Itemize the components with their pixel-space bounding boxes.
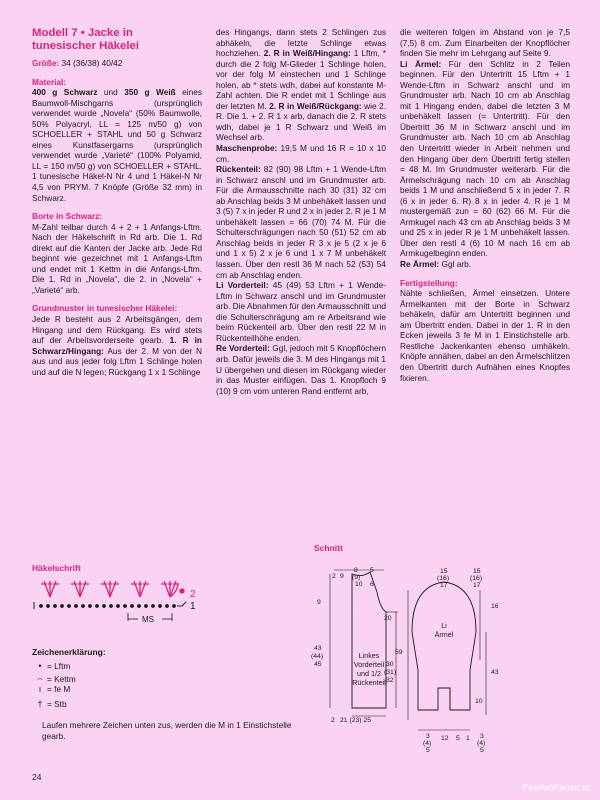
right-sleeve-label: Re Ärmel: bbox=[400, 259, 440, 270]
col2-text-2: 1 Lftm, * durch die 2 folg M-Glieder 1 Schlinge holen, vor der folg M einstechen und 1 Schlinge holen, ab * stets wdh, dabei auf konstante M-Zahl achten. Die R endet mit 1 Schlinge aus der letzten M. bbox=[216, 48, 387, 111]
pattern-text bbox=[32, 314, 202, 377]
slip-stitch-icon: ⌢ bbox=[37, 673, 43, 683]
dim-sleeve-bottom-5b: 5 bbox=[456, 735, 460, 742]
dim-sleeve-bottom-4b: (4) bbox=[477, 740, 486, 747]
dim-top-9b: (9) bbox=[352, 574, 361, 581]
sleeve-outline bbox=[412, 582, 476, 710]
sleeve-label-line: Li bbox=[441, 621, 447, 630]
dim-top-6: 6 bbox=[370, 581, 374, 588]
left-sleeve-text: Für den Schlitz in 2 Teilen beginnen. Für den Untertritt 15 Lftm + 1 Wende-Lftm in Schwarz anschl und im Grundmuster arb. Nach 10 cm ab Anschlag mit 1 Hingang enden, dabei die letzten 3 M unbehäkelt lassen (= Untertritt). Für den Übertritt 36 M in Schwarz anschl und im Grundmuster arb. Nach 10 cm ab Anschlag den Untertritt wieder in Arbeit nehmen und den Hingang über dem Übertritt fertig stellen = 48 M. Im Grundmuster weiterarb. Für die Ärmelschrägung nach 10 cm ab Anschlag beids 1 M und anschließend 5 x in jeder 7. R (6 x in jeder 6. R) 8 x in jeder 4. R je 1 M mustergemäß zun = 60 (62) 66 M. Für die Armkugel nach 43 cm ab Anschlag beids 3 M und 25 x in jeder R je 1 M unbehäkelt lassen. Über den restl 4 (6) 10 M nach 16 cm ab Armkugelbeginn enden. bbox=[400, 58, 570, 259]
chart-row-1 bbox=[34, 602, 186, 609]
stitch-group-2 bbox=[71, 581, 89, 597]
dim-sleeve-59: 59 bbox=[395, 649, 403, 656]
dim-left-45: 45 bbox=[314, 661, 322, 668]
material-heading: Material: bbox=[32, 76, 67, 87]
dim-sleeve-10: 10 bbox=[475, 698, 483, 705]
pattern-row1-text: Aus der 2. M von der N aus und aus jeder folg Lftm 1 Schlinge holen und auf die N legen; Rückgang 1 x 1 Schlinge bbox=[32, 345, 202, 377]
crochet-chart bbox=[30, 575, 220, 630]
legend-label: = Lftm bbox=[47, 661, 71, 671]
chain-stitch-icon: • bbox=[38, 661, 42, 671]
pattern-intro: Jede R besteht aus 2 Arbeitsgängen, dem Hingang und dem Rückgang. Es wird stets auf der Arbeitsvorderseite gearb. bbox=[32, 314, 202, 346]
dim-left-44: (44) bbox=[311, 653, 324, 660]
legend-item-chain bbox=[33, 661, 70, 671]
row2-forward-label: 2. R in Weiß/Hingang: bbox=[263, 48, 351, 59]
legend-item-dc bbox=[33, 699, 67, 709]
col2-paragraph-1 bbox=[216, 27, 386, 143]
body-piece-outline bbox=[352, 572, 386, 708]
dim-top-9: 9 bbox=[340, 573, 344, 580]
chain-dot bbox=[180, 589, 184, 593]
title-line-2: tunesischer Häkelei bbox=[32, 39, 139, 52]
dim-top-8: 8 bbox=[354, 567, 358, 574]
border-text: M-Zahl teilbar durch 4 + 2 + 1 Anfangs-Lftm. Nach der Häkelschrift in Rd arb. Die 1. Rd direkt auf die Kanten der Jacke arb. Jede Rd beginnt wie gezeichnet mit 1 Anfangs-Lftm und endet mit 1 Kettm in die Anfangs-Lftm. Die 1. Rd in „Novela“, die 2. in „Novela“ + „Varieté“ arb. bbox=[32, 221, 202, 295]
right-front-text: Ggl, jedoch mit 5 Knopflöchern arb. Dafür jeweils die 3. M des Hingangs mit 1 U übergehen und diesen im Rückgang wieder in das Muster einfügen. Das 1. Knopfloch 9 (10) 9 cm vom unteren Rand entfernt arb, bbox=[216, 343, 386, 396]
dim-top-5: 5 bbox=[370, 567, 374, 574]
right-sleeve-text: Ggl arb. bbox=[439, 259, 472, 270]
stitch-group-3 bbox=[101, 581, 119, 597]
back-paragraph bbox=[216, 164, 386, 280]
right-sleeve-paragraph bbox=[400, 259, 570, 270]
left-front-label: Li Vorderteil: bbox=[216, 280, 269, 291]
dim-sleeve-bottom-4: (4) bbox=[423, 740, 432, 747]
column-3 bbox=[400, 27, 570, 383]
dim-left-9: 9 bbox=[317, 599, 321, 606]
dim-bottom-21: 21 (23) 25 bbox=[340, 717, 371, 724]
page-title bbox=[32, 27, 202, 52]
finishing-heading: Fertigstellung: bbox=[400, 277, 458, 288]
double-crochet-icon: † bbox=[37, 699, 43, 709]
left-sleeve-label: Li Ärmel: bbox=[400, 58, 442, 69]
title-line-1: Modell 7 • Jacke in bbox=[32, 27, 133, 39]
back-label: Rückenteil: bbox=[216, 164, 261, 175]
schnitt-title: Schnitt bbox=[314, 543, 343, 553]
dim-sleeve-bottom-5c: 5 bbox=[480, 747, 484, 754]
legend-item-slip bbox=[33, 673, 76, 684]
single-crochet-icon: ı bbox=[38, 684, 42, 694]
material-and: und bbox=[97, 87, 125, 98]
sleeve-label bbox=[435, 621, 454, 639]
ms-label: MS bbox=[142, 615, 154, 624]
row-1-label: 1 bbox=[190, 601, 196, 612]
watermark: PassionForum.ru bbox=[522, 782, 590, 792]
dim-bottom-2: 2 bbox=[331, 717, 335, 724]
dim-right-32: 32 bbox=[386, 677, 394, 684]
stitch-group-4 bbox=[131, 581, 149, 597]
right-front-paragraph bbox=[216, 343, 386, 396]
dim-top-2: 2 bbox=[332, 573, 336, 580]
left-sleeve-paragraph bbox=[400, 59, 570, 259]
body-label-line: Linkes bbox=[358, 651, 380, 660]
size-label: Größe: bbox=[32, 58, 60, 68]
row2-return-label: 2. R in Weiß/Rückgang: bbox=[269, 100, 362, 111]
dim-sleeve-17a: 17 bbox=[440, 582, 448, 589]
gauge-paragraph bbox=[216, 143, 386, 164]
material-white: 350 g Weiß bbox=[124, 87, 176, 98]
sleeve-label-line: Ärmel bbox=[434, 630, 454, 639]
left-front-text: 45 (49) 53 Lftm + 1 Wende-Lftm in Schwarz anschl und im Grundmuster arb. Die Abnahmen für den Armausschnitt und die Schulterschrägung am re Arbeitsrand wie beim Rückenteil arb. Über den restl 22 M in Rückenteilhöhe enden. bbox=[216, 280, 386, 343]
dimension-lines bbox=[330, 570, 486, 730]
dim-sleeve-bottom-1: 1 bbox=[466, 735, 470, 742]
dim-sleeve-16a: (16) bbox=[437, 575, 450, 582]
legend-label: = fe M bbox=[47, 684, 71, 694]
size-value: 34 (36/38) 40/42 bbox=[59, 58, 123, 68]
dim-sleeve-15b: 15 bbox=[473, 568, 481, 575]
legend-note: Laufen mehrere Zeichen unten zus, werden die M in 1 Einstichstelle gearb. bbox=[42, 720, 292, 741]
gauge-label: Maschenprobe: bbox=[216, 143, 278, 154]
col3-paragraph-1: die weiteren folgen im Abstand von je 7,5 (7,5) 8 cm. Zum Einarbeiten der Knopflöcher finden Sie mehr im Lehrgang auf Seite 9. bbox=[400, 27, 570, 59]
body-label-line: und 1/2 bbox=[357, 669, 381, 678]
pattern-heading: Grundmuster in tunesischer Häkelei: bbox=[32, 303, 178, 314]
dim-sleeve-16b: (16) bbox=[470, 575, 483, 582]
right-front-label: Re Vorderteil: bbox=[216, 343, 270, 354]
dim-sleeve-15a: 15 bbox=[440, 568, 448, 575]
back-text: 82 (90) 98 Lftm + 1 Wende-Lftm in Schwarz anschl und im Grundmuster arb. Für die Armausschnitte nach 30 (31) 32 cm ab Anschlag beids 3 M unbehäkelt lassen und 3 (5) 7 x in jeder R und 2 x in jeder 2. R je 1 M unbehäkelt lassen = 66 (70) 74 M. Für die Schulterschrägungen nach 50 (51) 52 cm ab Anschlag beids in jeder R 3 x je 5 (2 x je 6 und 1 x 5) 2 x je 6 und 1 x 7 M unbehäkelt lassen. Über den restl 36 M nach 52 (53) 54 cm ab Anschlag enden. bbox=[216, 164, 386, 280]
dim-sleeve-bottom-12: 12 bbox=[441, 735, 449, 742]
body-piece-label bbox=[352, 651, 386, 687]
column-2 bbox=[216, 27, 386, 396]
left-front-paragraph bbox=[216, 280, 386, 343]
material-black: 400 g Schwarz bbox=[32, 87, 98, 98]
legend-item-sc bbox=[33, 684, 70, 694]
pattern-row1-label: 1. R in Schwarz/Hingang: bbox=[32, 335, 202, 356]
dim-top-10: 10 bbox=[355, 581, 363, 588]
dim-right-30: 30 bbox=[386, 661, 394, 668]
chart-row-2 bbox=[41, 581, 184, 597]
column-1 bbox=[32, 27, 202, 377]
material-description: eines Baumwoll-Mischgarns (ursprünglich verwendet wurde „Novela“ (50% Baumwolle, 50% Polyacryl, LL = 125 m/50 g) von SCHOELLER + STAHL und 50 g Schwarz eines Kunstfasergarns (ursprünglich verwendet wurde „Varieté“ (100% Polyamid, LL = 150 m/50 g) von SCHOELLER + STAHL. 1 tunesische Häkel-N Nr 4 und 1 Häkel-N Nr 4,5 von PRYM. 7 Knöpfe (Größe 32 mm) in Schwarz. bbox=[32, 87, 202, 203]
col2-text-1: des Hingangs, dann stets 2 Schlingen zus abhäkeln, die letzte Schlinge etwas hochziehen. bbox=[216, 27, 386, 59]
dim-right-31: (31) bbox=[384, 669, 397, 676]
body-label-line: Vorderteil bbox=[353, 660, 385, 669]
legend-title: Zeichenerklärung: bbox=[32, 647, 106, 657]
size-paragraph bbox=[32, 58, 202, 69]
dim-left-43: 43 bbox=[314, 645, 322, 652]
dim-sleeve-16: 16 bbox=[491, 603, 499, 610]
page-number: 24 bbox=[32, 772, 42, 782]
schnitt-diagram bbox=[300, 560, 570, 760]
dim-sleeve-17b: 17 bbox=[473, 582, 481, 589]
chart-title: Häkelschrift bbox=[32, 563, 81, 573]
material-text bbox=[32, 87, 202, 203]
dim-sleeve-bottom-5: 5 bbox=[426, 747, 430, 754]
dim-sleeve-43: 43 bbox=[491, 669, 499, 676]
body-label-line: Rückenteil bbox=[352, 678, 386, 687]
col2-text-3: wie 2. R. Die 1. + 2. R 1 x arb, danach die 2. R stets wdh, dabei je 1 R Schwarz und Weiß im Wechsel arb. bbox=[216, 100, 386, 143]
row-2-label: 2 bbox=[190, 589, 196, 600]
legend-label: = Stb bbox=[47, 699, 67, 709]
border-heading: Borte in Schwarz: bbox=[32, 211, 103, 222]
stitch-group-1 bbox=[41, 581, 59, 597]
dim-sleeve-bottom-3b: 3 bbox=[480, 733, 484, 740]
legend-label: = Kettm bbox=[47, 673, 76, 684]
dim-sleeve-bottom-3: 3 bbox=[426, 733, 430, 740]
dim-right-20: 20 bbox=[384, 615, 392, 622]
finishing-text: Nähte schließen, Ärmel einsetzen. Untere Ärmelkanten mit der Borte in Schwarz behäkeln, dafür am Untertritt beginnen und am Übertritt enden. Dabei in der 1. R in den Ecken jeweils 3 fe M in 1 Einstichstelle arb. Restliche Jackenkanten ebenso umhäkeln. Knöpfe annähen, dabei an den Ärmelschlitzen den Übertritt durch Aufnähen eines Knopfes fixieren. bbox=[400, 288, 570, 383]
gauge-text: 19,5 M und 16 R = 10 x 10 cm. bbox=[216, 143, 386, 164]
